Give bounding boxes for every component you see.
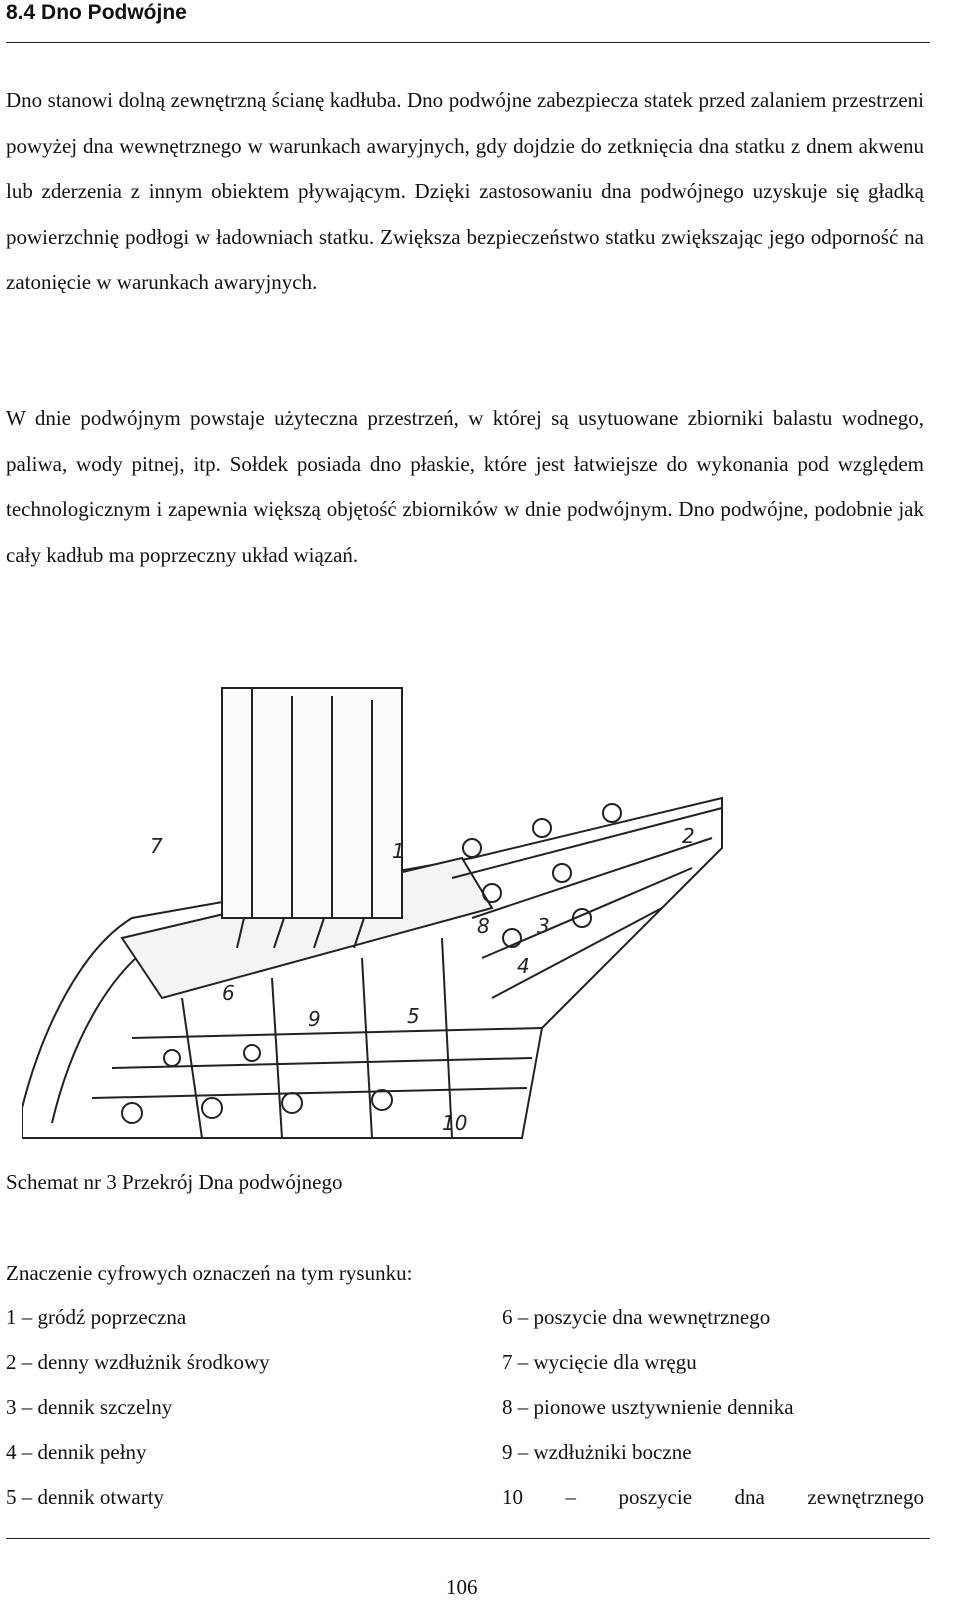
legend-item-2: 2 – denny wzdłużnik środkowy (6, 1350, 270, 1374)
legend-item-8: 8 – pionowe usztywnienie dennika (502, 1395, 794, 1419)
figure-label-6: 6 (222, 981, 235, 1005)
figure-label-2: 2 (682, 824, 695, 848)
legend-item-6: 6 – poszycie dna wewnętrznego (502, 1305, 771, 1329)
footer-rule (6, 1538, 930, 1539)
figure-label-5: 5 (407, 1004, 420, 1028)
legend-item-4: 4 – dennik pełny (6, 1440, 147, 1464)
figure-caption: Schemat nr 3 Przekrój Dna podwójnego (6, 1170, 343, 1194)
figure-label-1: 1 (392, 839, 405, 863)
legend-item-1: 1 – gródź poprzeczna (6, 1305, 187, 1329)
bulkhead (222, 688, 402, 918)
legend-item-5: 5 – dennik otwarty (6, 1485, 165, 1509)
legend-item-3: 3 – dennik szczelny (6, 1395, 173, 1419)
heading-rule (6, 42, 930, 43)
figure-label-10: 10 (442, 1111, 468, 1135)
double-bottom-diagram (22, 668, 774, 1152)
legend-intro: Znaczenie cyfrowych oznaczeń na tym rysunku: (6, 1261, 413, 1285)
page-number: 106 (446, 1575, 478, 1599)
paragraph-2: W dnie podwójnym powstaje użyteczna przestrzeń, w której są usytuowane zbiorniki balastu wodnego, paliwa, wody pitnej, itp. Sołdek posiada dno płaskie, które jest łatwiejsze do wykonania pod względem technologicznym i zapewnia większą objętość zbiorników w dnie podwójnym. Dno podwójne, podobnie jak cały kadłub ma poprzeczny układ wiązań. (6, 406, 924, 567)
section-heading: 8.4 Dno Podwójne (6, 1, 187, 24)
figure-label-9: 9 (308, 1007, 321, 1031)
figure-label-4: 4 (517, 954, 530, 978)
figure-label-3: 3 (537, 914, 550, 938)
paragraph-1: Dno stanowi dolną zewnętrzną ścianę kadłuba. Dno podwójne zabezpiecza statek przed zalaniem przestrzeni powyżej dna wewnętrznego w warunkach awaryjnych, gdy dojdzie do zetknięcia dna statku z dnem akwenu lub zderzenia z innym obiektem pływającym. Dzięki zastosowaniu dna podwójnego uzyskuje się gładką powierzchnię podłogi w ładowniach statku. Zwiększa bezpieczeństwo statku zwiększając jego odporność na zatonięcie w warunkach awaryjnych. (6, 88, 924, 294)
figure-label-7: 7 (150, 834, 163, 858)
legend-item-9: 9 – wzdłużniki boczne (502, 1440, 692, 1464)
legend-item-7: 7 – wycięcie dla wręgu (502, 1350, 697, 1374)
legend-item-10: 10 – poszycie dna zewnętrznego (502, 1485, 924, 1509)
figure-label-8: 8 (477, 914, 490, 938)
